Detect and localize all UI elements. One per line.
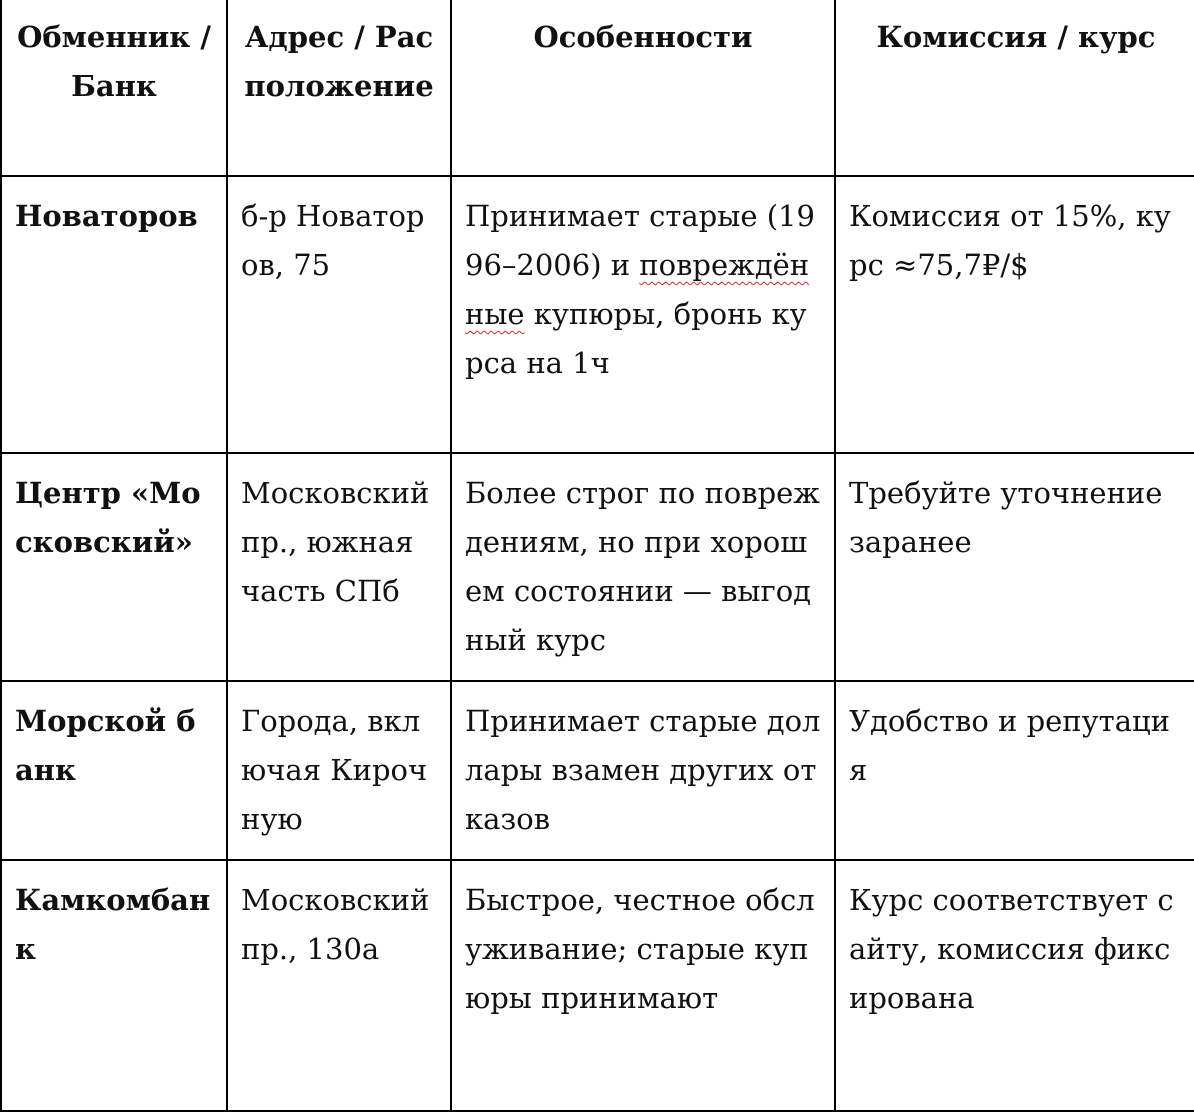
bank-address: б-р Новаторов, 75 <box>227 176 451 453</box>
table-row <box>1 176 1194 453</box>
features-text: купюры, бронь курса на 1ч <box>465 297 807 380</box>
bank-features <box>451 176 835 453</box>
bank-commission: Курс соответствует сайту, комиссия фиксирована <box>835 860 1194 1111</box>
bank-commission: Комиссия от 15%, курс ≈75,7₽/$ <box>835 176 1194 453</box>
bank-name: Камкомбанк <box>1 860 227 1111</box>
table-row <box>1 453 1194 681</box>
spellcheck-flagged-word[interactable]: повреждённые <box>465 248 810 331</box>
bank-address: Московский пр., 130а <box>227 860 451 1111</box>
header-bank: Обменник / Банк <box>1 0 227 176</box>
bank-features: Более строг по повреждениям, но при хорошем состоянии — выгодный курс <box>451 453 835 681</box>
bank-features: Быстрое, честное обслуживание; старые купюры принимают <box>451 860 835 1111</box>
bank-features: Принимает старые доллары взамен других отказов <box>451 681 835 860</box>
bank-name: Центр «Московский» <box>1 453 227 681</box>
bank-address: Московский пр., южная часть СПб <box>227 453 451 681</box>
header-commission: Комиссия / курс <box>835 0 1194 176</box>
table-row <box>1 860 1194 1111</box>
header-features: Особенности <box>451 0 835 176</box>
bank-commission: Удобство и репутация <box>835 681 1194 860</box>
table-header-row <box>1 0 1194 176</box>
bank-commission: Требуйте уточнение заранее <box>835 453 1194 681</box>
bank-name: Морской банк <box>1 681 227 860</box>
features-text: Принимает старые (1996–2006) и <box>465 199 815 282</box>
table-row <box>1 681 1194 860</box>
header-address: Адрес / Расположение <box>227 0 451 176</box>
bank-address: Города, включая Кирочную <box>227 681 451 860</box>
bank-name: Новаторов <box>1 176 227 453</box>
